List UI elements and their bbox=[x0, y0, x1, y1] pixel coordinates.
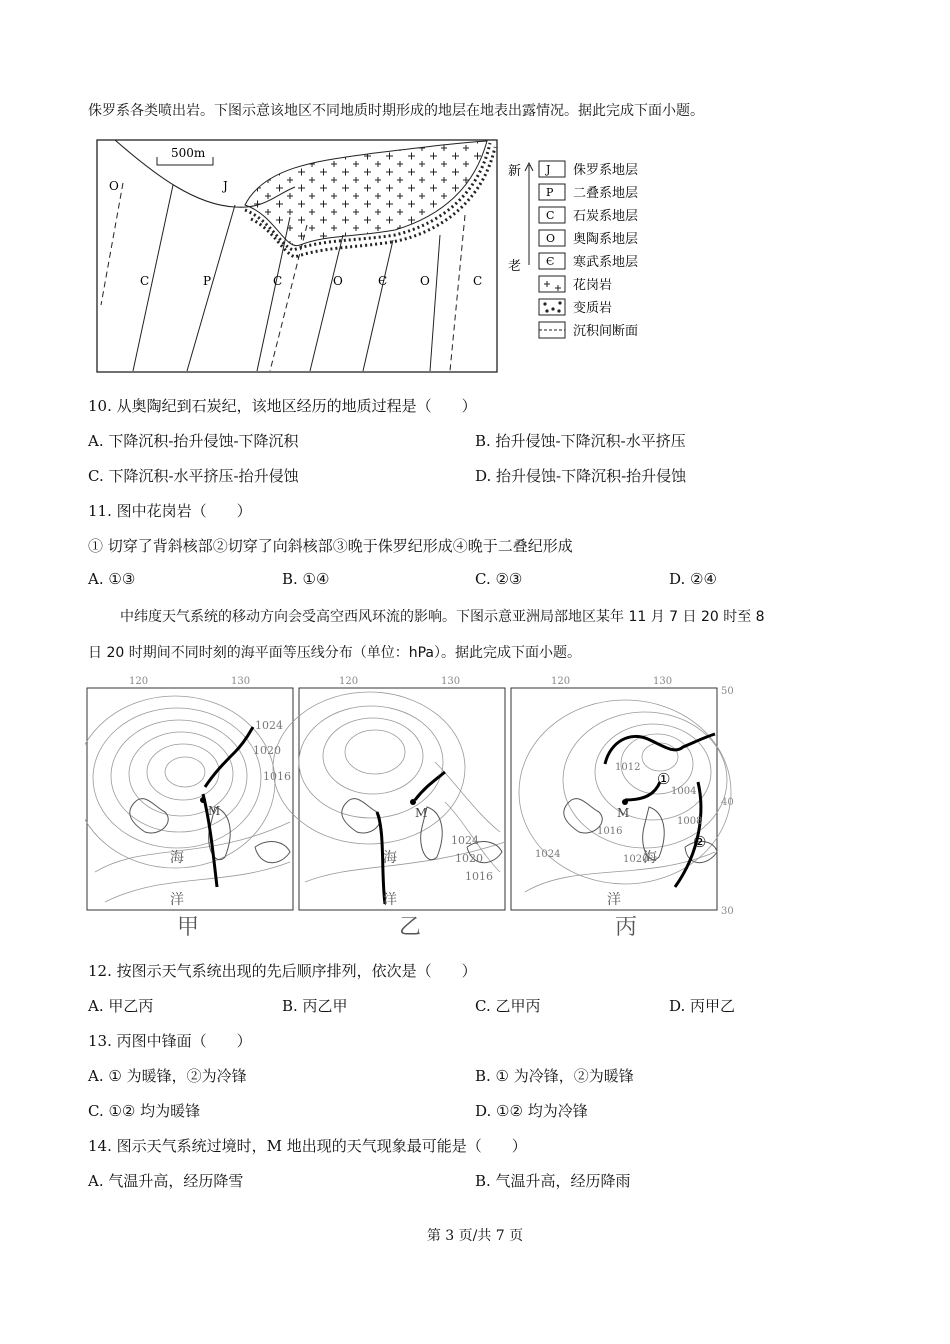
legend-label: 二叠系地层 bbox=[573, 186, 639, 201]
q10-option-a[interactable]: A. 下降沉积-抬升侵蚀-下降沉积 bbox=[88, 432, 299, 450]
point-m-label: M bbox=[415, 806, 428, 820]
q11-option-b[interactable]: B. ①④ bbox=[282, 570, 330, 588]
intro2-line1: 中纬度天气系统的移动方向会受高空西风环流的影响。下图示意亚洲局部地区某年 11 月 7 日 20 时至 8 bbox=[120, 609, 765, 625]
region-label: J bbox=[223, 179, 228, 193]
page-footer: 第 3 页/共 7 页 bbox=[426, 1228, 524, 1244]
panel-caption: 丙 bbox=[615, 915, 638, 940]
intro-text: 侏罗系各类喷出岩。下图示意该地区不同地质时期形成的地层在地表出露情况。据此完成下面小题。 bbox=[88, 103, 704, 119]
weather-panel-jia bbox=[85, 688, 293, 940]
isobar-label: 1020 bbox=[623, 854, 649, 865]
legend-label: 寒武系地层 bbox=[573, 255, 639, 270]
isobar-label: 1020 bbox=[253, 744, 281, 757]
q13-option-c[interactable]: C. ①② 均为暖锋 bbox=[88, 1102, 201, 1120]
q12-option-d[interactable]: D. 丙甲乙 bbox=[669, 997, 736, 1015]
q13-stem: 13. 丙图中锋面（ ） bbox=[88, 1032, 252, 1050]
region-label: P bbox=[203, 274, 212, 288]
isobar-label: 1012 bbox=[615, 762, 641, 773]
q12-stem: 12. 按图示天气系统出现的先后顺序排列，依次是（ ） bbox=[88, 962, 477, 980]
isobar-label: 1024 bbox=[451, 834, 479, 847]
q11-option-c[interactable]: C. ②③ bbox=[475, 570, 523, 588]
q11-stem: 11. 图中花岗岩（ ） bbox=[88, 502, 252, 520]
legend-label: 沉积间断面 bbox=[573, 324, 639, 339]
isobar-label: 1024 bbox=[535, 849, 561, 860]
lat-tick: 40 bbox=[721, 797, 734, 808]
lat-tick: 30 bbox=[721, 906, 734, 917]
q10-option-c[interactable]: C. 下降沉积-水平挤压-抬升侵蚀 bbox=[88, 467, 299, 485]
legend-symbol: P bbox=[546, 186, 554, 199]
panel-caption: 乙 bbox=[399, 915, 422, 940]
q12-option-b[interactable]: B. 丙乙甲 bbox=[282, 997, 348, 1015]
lon-tick: 130 bbox=[653, 676, 673, 687]
panel-caption: 甲 bbox=[177, 915, 200, 940]
legend-symbol: C bbox=[546, 209, 555, 222]
legend-new: 新 bbox=[508, 164, 522, 179]
q11-option-a[interactable]: A. ①③ bbox=[88, 570, 136, 588]
geology-map bbox=[95, 135, 675, 375]
weather-panel-bing bbox=[511, 688, 731, 940]
q11-option-d[interactable]: D. ②④ bbox=[669, 570, 717, 588]
isobar-label: 1024 bbox=[255, 719, 283, 732]
legend-symbol: O bbox=[546, 232, 556, 245]
scale-label: 500m bbox=[171, 146, 206, 160]
lat-tick: 50 bbox=[721, 686, 734, 697]
lon-tick: 130 bbox=[231, 676, 251, 687]
weather-maps bbox=[85, 672, 745, 942]
q14-option-a[interactable]: A. 气温升高，经历降雪 bbox=[88, 1172, 244, 1190]
sea-label: 海 bbox=[643, 850, 657, 866]
legend-label: 变质岩 bbox=[573, 301, 613, 316]
q12-option-c[interactable]: C. 乙甲丙 bbox=[475, 997, 541, 1015]
isobar-label: 1008 bbox=[677, 816, 703, 827]
region-label: Є bbox=[378, 274, 388, 288]
isobar-label: 1004 bbox=[671, 786, 697, 797]
q11-statements: ① 切穿了背斜核部②切穿了向斜核部③晚于侏罗纪形成④晚于二叠纪形成 bbox=[88, 537, 573, 555]
intro2-line2: 日 20 时期间不同时刻的海平面等压线分布（单位：hPa）。据此完成下面小题。 bbox=[88, 645, 581, 661]
q10-option-b[interactable]: B. 抬升侵蚀-下降沉积-水平挤压 bbox=[475, 432, 686, 450]
isobar-label: 1020 bbox=[455, 852, 483, 865]
q13-option-a[interactable]: A. ① 为暖锋，②为冷锋 bbox=[88, 1067, 247, 1085]
q10-stem: 10. 从奥陶纪到石炭纪，该地区经历的地质过程是（ ） bbox=[88, 397, 477, 415]
granite-legend-icon bbox=[539, 276, 565, 292]
q13-option-b[interactable]: B. ① 为冷锋，②为暖锋 bbox=[475, 1067, 634, 1085]
legend-label: 奥陶系地层 bbox=[573, 232, 639, 247]
legend-old: 老 bbox=[508, 259, 522, 274]
isobar-label: 1016 bbox=[597, 826, 623, 837]
q14-option-b[interactable]: B. 气温升高，经历降雨 bbox=[475, 1172, 631, 1190]
ocean-label: 洋 bbox=[170, 892, 184, 908]
front-2-label: ② bbox=[693, 833, 707, 851]
legend-symbol: Є bbox=[546, 255, 555, 268]
legend-label: 花岗岩 bbox=[573, 278, 613, 293]
q13-option-d[interactable]: D. ①② 均为冷锋 bbox=[475, 1102, 588, 1120]
sea-label: 海 bbox=[170, 850, 184, 866]
ocean-label: 洋 bbox=[607, 892, 621, 908]
region-label: C bbox=[273, 274, 283, 288]
legend-label: 石炭系地层 bbox=[573, 209, 639, 224]
legend-label: 侏罗系地层 bbox=[573, 163, 639, 178]
region-label: O bbox=[333, 274, 343, 288]
region-label: C bbox=[473, 274, 483, 288]
metamorphic-legend-icon bbox=[539, 299, 565, 315]
lon-tick: 120 bbox=[339, 676, 359, 687]
point-m-label: M bbox=[617, 806, 630, 820]
point-m-label: M bbox=[208, 804, 221, 818]
weather-panel-yi bbox=[273, 688, 505, 940]
ocean-label: 洋 bbox=[383, 892, 397, 908]
region-label: C bbox=[140, 274, 150, 288]
region-label: O bbox=[420, 274, 430, 288]
q12-option-a[interactable]: A. 甲乙丙 bbox=[88, 997, 154, 1015]
lon-tick: 130 bbox=[441, 676, 461, 687]
lon-tick: 120 bbox=[551, 676, 571, 687]
sea-label: 海 bbox=[383, 850, 397, 866]
isobar-label: 1016 bbox=[465, 870, 493, 883]
front-1-label: ① bbox=[657, 770, 671, 788]
lon-tick: 120 bbox=[129, 676, 149, 687]
region-label: O bbox=[109, 179, 119, 193]
legend-symbol: J bbox=[546, 163, 551, 176]
q10-option-d[interactable]: D. 抬升侵蚀-下降沉积-抬升侵蚀 bbox=[475, 467, 687, 485]
isobar-label: 1016 bbox=[263, 770, 291, 783]
q14-stem: 14. 图示天气系统过境时，M 地出现的天气现象最可能是（ ） bbox=[88, 1137, 527, 1155]
